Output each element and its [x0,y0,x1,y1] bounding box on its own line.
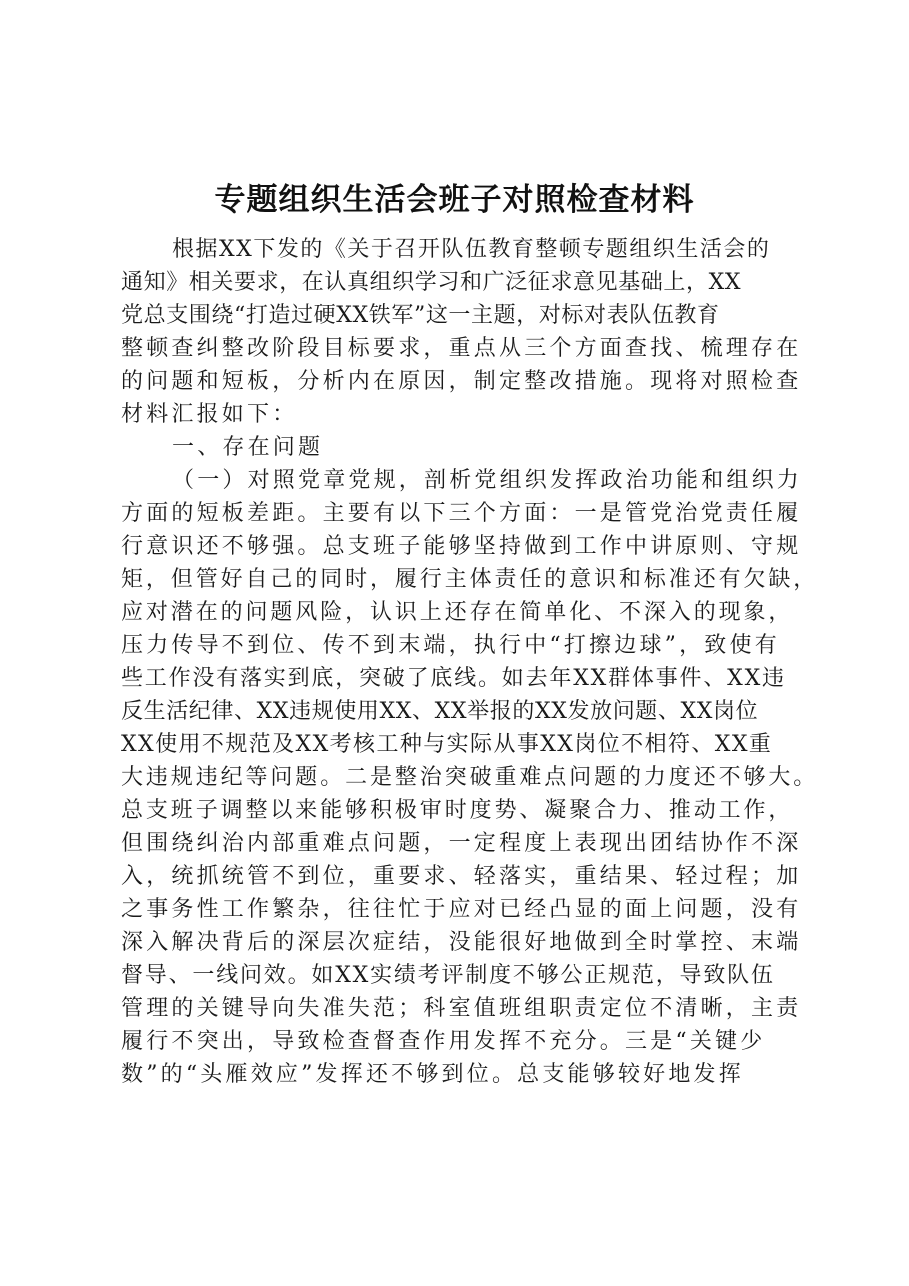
body-line: 通知》相关要求，在认真组织学习和广泛征求意见基础上，XX [121,270,742,295]
body-line: 的问题和短板，分析内在原因，制定整改措施。现将对照检查 [121,369,802,394]
body-line: 入，统抓统管不到位，重要求、轻落实，重结果、轻过程；加 [121,864,802,889]
body-line: 反生活纪律、XX违规使用XX、XX举报的XX发放问题、XX岗位 [121,699,759,724]
body-line: 之事务性工作繁杂，往往忙于应对已经凸显的面上问题，没有 [121,897,802,922]
body-line: 数”的“头雁效应”发挥还不够到位。总支能够较好地发挥 [121,1062,744,1087]
body-line: 管理的关键导向失准失范；科室值班组职责定位不清晰，主责 [121,996,802,1021]
document-title: 专题组织生活会班子对照检查材料 [214,182,695,218]
body-line: 大违规违纪等问题。二是整治突破重难点问题的力度还不够大。 [121,765,819,790]
body-line: （一）对照党章党规，剖析党组织发挥政治功能和组织力 [172,468,803,493]
body-line: 应对潜在的问题风险，认识上还存在简单化、不深入的现象， [121,600,794,625]
body-line: 督导、一线问效。如XX实绩考评制度不够公正规范，导致队伍 [121,963,775,988]
body-line: 压力传导不到位、传不到末端，执行中“打擦边球”，致使有 [121,633,780,658]
body-line: 根据XX下发的《关于召开队伍教育整顿专题组织生活会的 [172,237,771,262]
body-line: 履行不突出，导致检查督查作用发挥不充分。三是“关键少 [121,1029,766,1054]
body-line: 但围绕纠治内部重难点问题，一定程度上表现出团结协作不深 [121,831,802,856]
body-line: 总支班子调整以来能够积极审时度势、凝聚合力、推动工作， [121,798,794,823]
section-heading: 一、存在问题 [172,435,324,460]
body-line: 矩，但管好自己的同时，履行主体责任的意识和标准还有欠缺， [121,567,819,592]
body-line: 整顿查纠整改阶段目标要求，重点从三个方面查找、梳理存在 [121,336,802,361]
body-line: 方面的短板差距。主要有以下三个方面：一是管党治党责任履 [121,501,802,526]
body-line: 些工作没有落实到底，突破了底线。如去年XX群体事件、XX违 [121,666,786,691]
body-line: XX使用不规范及XX考核工种与实际从事XX岗位不相符、XX重 [121,732,773,757]
body-line: 材料汇报如下： [121,402,298,427]
body-line: 党总支围绕“打造过硬XX铁军”这一主题，对标对表队伍教育 [121,303,720,328]
body-line: 行意识还不够强。总支班子能够坚持做到工作中讲原则、守规 [121,534,802,559]
body-line: 深入解决背后的深层次症结，没能很好地做到全时掌控、末端 [121,930,802,955]
